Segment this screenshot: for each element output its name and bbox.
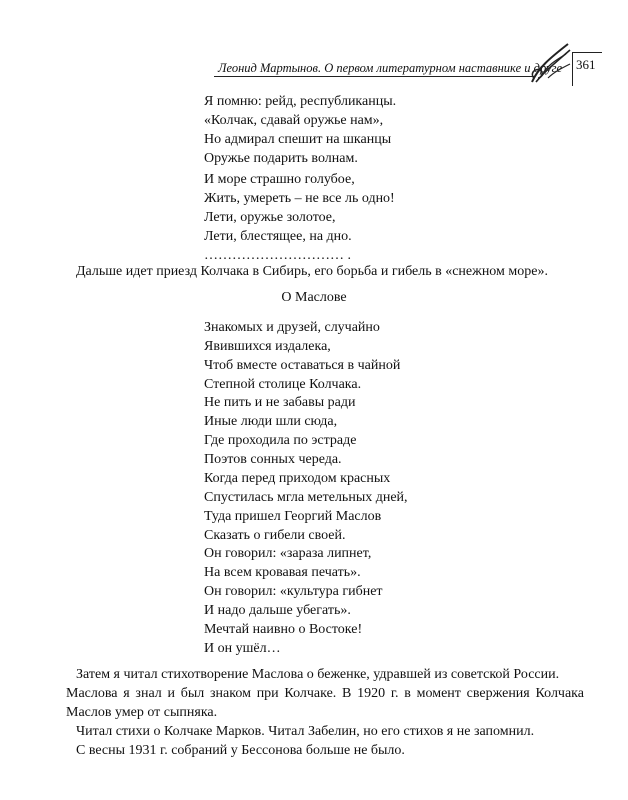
verse-line: Чтоб вместе оставаться в чайной: [204, 358, 401, 373]
verse-line: Не пить и не забавы ради: [204, 395, 356, 410]
verse-line: Когда перед приходом красных: [204, 471, 391, 486]
intro-line: Дальше идет приезд Колчака в Сибирь, его борьба и гибель в «снежном море».: [76, 264, 548, 279]
verse-line: И море страшно голубое,: [204, 172, 355, 187]
verse-line: Жить, умереть – не все ль одно!: [204, 191, 395, 206]
verse-line: Мечтай наивно о Востоке!: [204, 622, 363, 637]
verse-line: Где проходила по эстраде: [204, 433, 357, 448]
verse-line: И он ушёл…: [204, 641, 281, 656]
poem-stanza-3: [204, 469, 408, 545]
verse-line: Оружье подарить волнам.: [204, 151, 358, 166]
verse-line: Туда пришел Георгий Маслов: [204, 509, 382, 524]
verse-line: Лети, оружье золотое,: [204, 210, 336, 225]
running-header-title: Леонид Мартынов. О первом литературном наставнике и друге: [218, 61, 563, 75]
page-number: 361: [576, 57, 596, 72]
verse-line: Но адмирал спешит на шканцы: [204, 132, 392, 147]
verse-line: Знакомых и друзей, случайно: [204, 320, 380, 335]
verse-line: На всем кровавая печать».: [204, 565, 361, 580]
stanza-top-1: [204, 92, 396, 168]
header-rule: [214, 76, 534, 77]
verse-line: Иные люди шли сюда,: [204, 414, 338, 429]
verse-line: Я помню: рейд, республиканцы.: [204, 94, 397, 109]
closing-paragraph-1-line-1: Затем я читал стихотворение Маслова о беженке, удравшей из советской России.: [76, 667, 560, 682]
page-number-rule-horizontal: [572, 52, 602, 53]
poem-title: О Маслове: [281, 290, 347, 305]
verse-line: «Колчак, сдавай оружье нам»,: [204, 113, 384, 128]
closing-paragraph-3: С весны 1931 г. собраний у Бессонова больше не было.: [76, 743, 405, 758]
stanza-top-2: [204, 170, 395, 265]
verse-line: Он говорил: «культура гибнет: [204, 584, 383, 599]
scroll-ornament-icon: [528, 38, 574, 86]
poem-stanza-5: [204, 620, 362, 658]
verse-line: Поэтов сонных череда.: [204, 452, 342, 467]
verse-line: Явившихся издалека,: [204, 339, 331, 354]
verse-line: Сказать о гибели своей.: [204, 528, 346, 543]
poem-stanza-1: [204, 318, 400, 394]
verse-ellipsis: ………………………… .: [204, 248, 351, 263]
verse-line: И надо дальше убегать».: [204, 603, 351, 618]
verse-line: Степной столице Колчака.: [204, 377, 362, 392]
verse-line: Он говорил: «зараза липнет,: [204, 546, 372, 561]
poem-stanza-4: [204, 544, 383, 620]
page-number-rule-vertical: [572, 52, 573, 86]
closing-paragraph-2: Читал стихи о Колчаке Марков. Читал Забелин, но его стихов я не запомнил.: [76, 724, 535, 739]
verse-line: Спустилась мгла метельных дней,: [204, 490, 408, 505]
closing-paragraph-1-line-2: Маслова я знал и был знаком при Колчаке. В 1920 г. в момент свержения Колчака: [66, 686, 584, 701]
poem-stanza-2: [204, 393, 356, 469]
closing-paragraph-1-line-3: Маслов умер от сыпняка.: [66, 705, 218, 720]
verse-line: Лети, блестящее, на дно.: [204, 229, 352, 244]
